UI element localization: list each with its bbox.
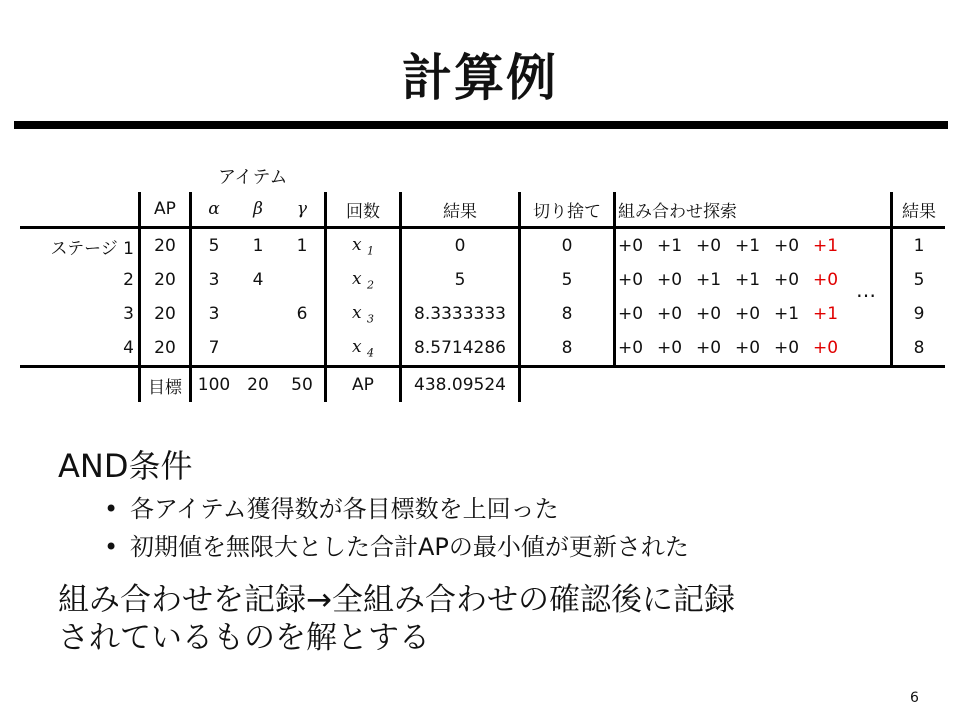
combo-term-highlight: +0 <box>813 338 839 358</box>
target-gamma: 50 <box>280 367 326 403</box>
header-truncate: 切り捨て <box>520 192 615 228</box>
combo-term: +0 <box>696 338 722 358</box>
target-ap-total: 438.09524 <box>401 367 520 403</box>
beta-cell: 1 <box>252 236 264 256</box>
stage-label: 2 <box>20 263 140 297</box>
alpha-cell: 7 <box>191 331 237 367</box>
combo-term: +0 <box>618 338 644 358</box>
header-alpha: α <box>191 192 237 228</box>
slide-title: 計算例 <box>402 49 558 107</box>
truncate-cell: 0 <box>520 228 615 264</box>
bullet-item: • 初期値を無限大とした合計APの最小値が更新された <box>104 528 689 566</box>
combo-cell <box>615 331 892 367</box>
combo-cell <box>615 297 892 331</box>
combo-term-highlight: +0 <box>813 270 839 290</box>
header-final: 結果 <box>892 192 946 228</box>
count-variable <box>326 228 401 264</box>
final-cell: 1 <box>913 236 925 256</box>
count-variable <box>326 263 401 297</box>
summary-line: 組み合わせを記録→全組み合わせの確認後に記録 <box>58 582 735 618</box>
title-rule <box>14 121 948 129</box>
header-beta: β <box>236 192 280 228</box>
ellipsis: … <box>856 278 876 302</box>
result-cell: 8.5714286 <box>401 331 520 367</box>
gamma-cell <box>280 263 326 297</box>
result-cell: 0 <box>401 228 520 264</box>
variable-subscript: 3 <box>367 312 374 326</box>
table-row <box>20 263 945 297</box>
variable-subscript: 1 <box>367 244 374 258</box>
ap-cell: 20 <box>140 297 191 331</box>
combo-term: +0 <box>774 270 800 290</box>
combo-term: +1 <box>735 236 761 256</box>
combo-term: +1 <box>657 236 683 256</box>
item-group-label: アイテム <box>218 167 288 188</box>
truncate-cell: 8 <box>520 331 615 367</box>
table-row <box>20 228 945 264</box>
gamma-cell: 1 <box>280 228 326 264</box>
combo-term: +0 <box>735 304 761 324</box>
count-variable <box>326 297 401 331</box>
gamma-cell: 6 <box>280 297 326 331</box>
stage-label: ステージ 1 <box>20 228 140 264</box>
header-count: 回数 <box>326 192 401 228</box>
and-condition-heading: AND条件 <box>58 447 193 485</box>
combo-term: +0 <box>657 304 683 324</box>
alpha-cell: 3 <box>208 270 220 290</box>
combo-term: +1 <box>774 304 800 324</box>
table-row <box>20 297 945 331</box>
combo-term: +0 <box>774 236 800 256</box>
combo-term: +1 <box>696 270 722 290</box>
header-empty <box>20 192 140 228</box>
truncate-cell: 8 <box>520 297 615 331</box>
target-empty-cell <box>615 367 892 403</box>
page-number: 6 <box>910 690 919 706</box>
ap-cell: 20 <box>140 331 191 367</box>
stage-label: 4 <box>20 331 140 367</box>
target-row <box>20 367 945 403</box>
combo-term: +0 <box>774 338 800 358</box>
variable-x: x <box>352 234 362 255</box>
ap-cell: 20 <box>140 263 191 297</box>
combo-term: +0 <box>657 270 683 290</box>
variable-x: x <box>352 336 362 357</box>
header-gamma: γ <box>280 192 326 228</box>
combo-term: +0 <box>657 338 683 358</box>
result-cell: 5 <box>401 263 520 297</box>
target-empty <box>20 367 140 403</box>
combo-term: +0 <box>618 304 644 324</box>
beta-cell <box>236 297 280 331</box>
stage-label: 3 <box>20 297 140 331</box>
final-cell: 5 <box>913 270 925 290</box>
alpha-cell: 5 <box>208 236 220 256</box>
variable-x: x <box>352 302 362 323</box>
target-empty-cell <box>520 367 615 403</box>
ap-cell: 20 <box>140 228 191 264</box>
target-ap-label: AP <box>326 367 401 403</box>
combo-term: +0 <box>696 236 722 256</box>
calculation-table <box>20 192 945 402</box>
header-ap: AP <box>140 192 191 228</box>
target-alpha: 100 <box>197 375 231 395</box>
count-variable <box>326 331 401 367</box>
combo-term-highlight: +1 <box>813 236 839 256</box>
result-cell: 8.3333333 <box>401 297 520 331</box>
combo-term: +0 <box>618 236 644 256</box>
bullet-item: • 各アイテム獲得数が各目標数を上回った <box>104 490 689 528</box>
gamma-cell <box>280 331 326 367</box>
table-row <box>20 331 945 367</box>
beta-cell <box>236 331 280 367</box>
beta-cell: 4 <box>252 270 264 290</box>
summary-line: されているものを解とする <box>58 620 430 656</box>
combo-term: +0 <box>696 304 722 324</box>
target-empty-cell <box>892 367 946 403</box>
alpha-cell: 3 <box>208 304 220 324</box>
variable-subscript: 4 <box>367 346 374 360</box>
bullet-list <box>104 490 689 566</box>
final-cell: 9 <box>913 304 925 324</box>
combo-cell <box>615 263 892 297</box>
combo-term: +0 <box>618 270 644 290</box>
target-label: 目標 <box>140 367 191 403</box>
combo-term-highlight: +1 <box>813 304 839 324</box>
variable-subscript: 2 <box>367 278 374 292</box>
final-cell: 8 <box>892 331 946 367</box>
combo-term: +1 <box>735 270 761 290</box>
header-result: 結果 <box>401 192 520 228</box>
truncate-cell: 5 <box>520 263 615 297</box>
header-combo: 組み合わせ探索 <box>615 192 892 228</box>
target-beta: 20 <box>247 375 269 395</box>
summary-paragraph <box>58 581 908 657</box>
combo-term: +0 <box>735 338 761 358</box>
table-header-row <box>20 192 945 228</box>
combo-cell <box>615 228 892 264</box>
variable-x: x <box>352 268 362 289</box>
